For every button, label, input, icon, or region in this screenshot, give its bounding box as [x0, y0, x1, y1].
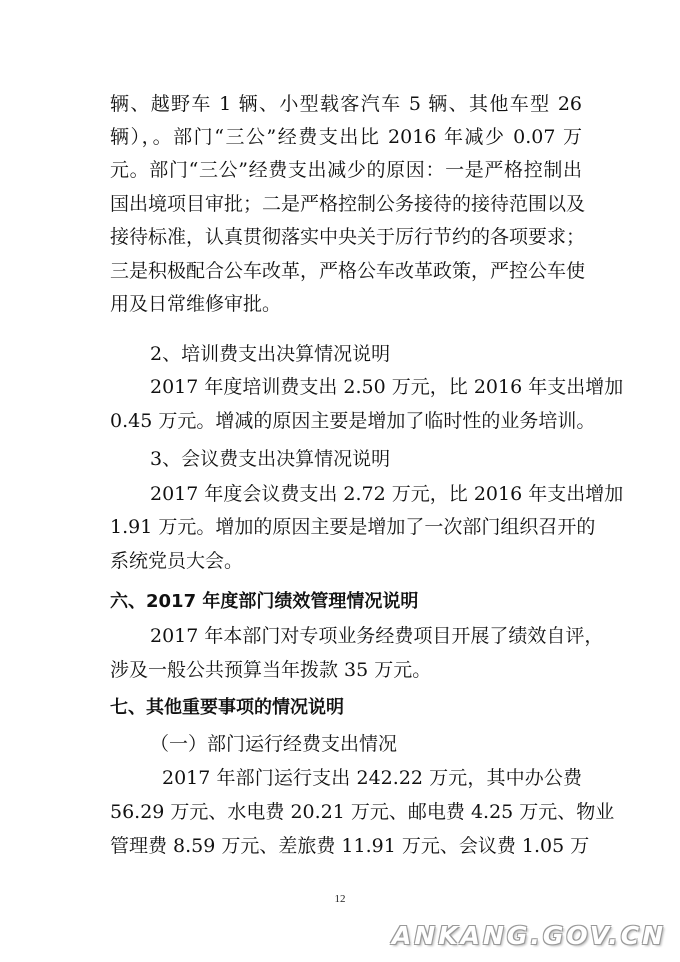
body-line: 国出境项目审批；二是严格控制公务接待的接待范围以及: [110, 193, 586, 215]
subsection-heading: （一）部门运行经费支出情况: [150, 733, 398, 755]
body-line: 元。部门“三公”经费支出减少的原因：一是严格控制出: [110, 159, 582, 181]
body-line: 2017 年部门运行支出 242.22 万元，其中办公费: [162, 767, 582, 789]
subsection-heading: 2、培训费支出决算情况说明: [150, 343, 391, 365]
site-watermark: ANKANG.GOV.CN: [391, 921, 666, 950]
body-line: 2017 年本部门对专项业务经费项目开展了绩效自评，: [150, 625, 604, 647]
body-line: 56.29 万元、水电费 20.21 万元、邮电费 4.25 万元、物业: [110, 801, 615, 823]
body-line: 系统党员大会。: [110, 550, 244, 572]
body-line: 用及日常维修审批。: [110, 293, 282, 315]
body-line: 三是积极配合公车改革，严格公车改革政策，严控公车使: [110, 260, 586, 282]
body-line: 管理费 8.59 万元、差旅费 11.91 万元、会议费 1.05 万: [110, 835, 590, 857]
body-line: 2017 年度会议费支出 2.72 万元，比 2016 年支出增加: [150, 483, 624, 505]
page-number: 12: [334, 893, 346, 905]
body-line: 接待标准，认真贯彻落实中央关于厉行节约的各项要求；: [110, 226, 586, 248]
body-line: 2017 年度培训费支出 2.50 万元，比 2016 年支出增加: [150, 376, 624, 398]
body-line: 辆），。部门“三公”经费支出比 2016 年减少 0.07 万: [110, 126, 582, 148]
subsection-heading: 3、会议费支出决算情况说明: [150, 448, 391, 470]
body-line: 0.45 万元。增减的原因主要是增加了临时性的业务培训。: [110, 410, 596, 432]
section-heading: 六、2017 年度部门绩效管理情况说明: [110, 591, 419, 612]
body-line: 涉及一般公共预算当年拨款 35 万元。: [110, 659, 432, 681]
body-line: 辆、越野车 1 辆、小型载客汽车 5 辆、其他车型 26: [110, 93, 582, 115]
section-heading: 七、其他重要事项的情况说明: [110, 697, 344, 718]
body-line: 1.91 万元。增加的原因主要是增加了一次部门组织召开的: [110, 516, 596, 538]
